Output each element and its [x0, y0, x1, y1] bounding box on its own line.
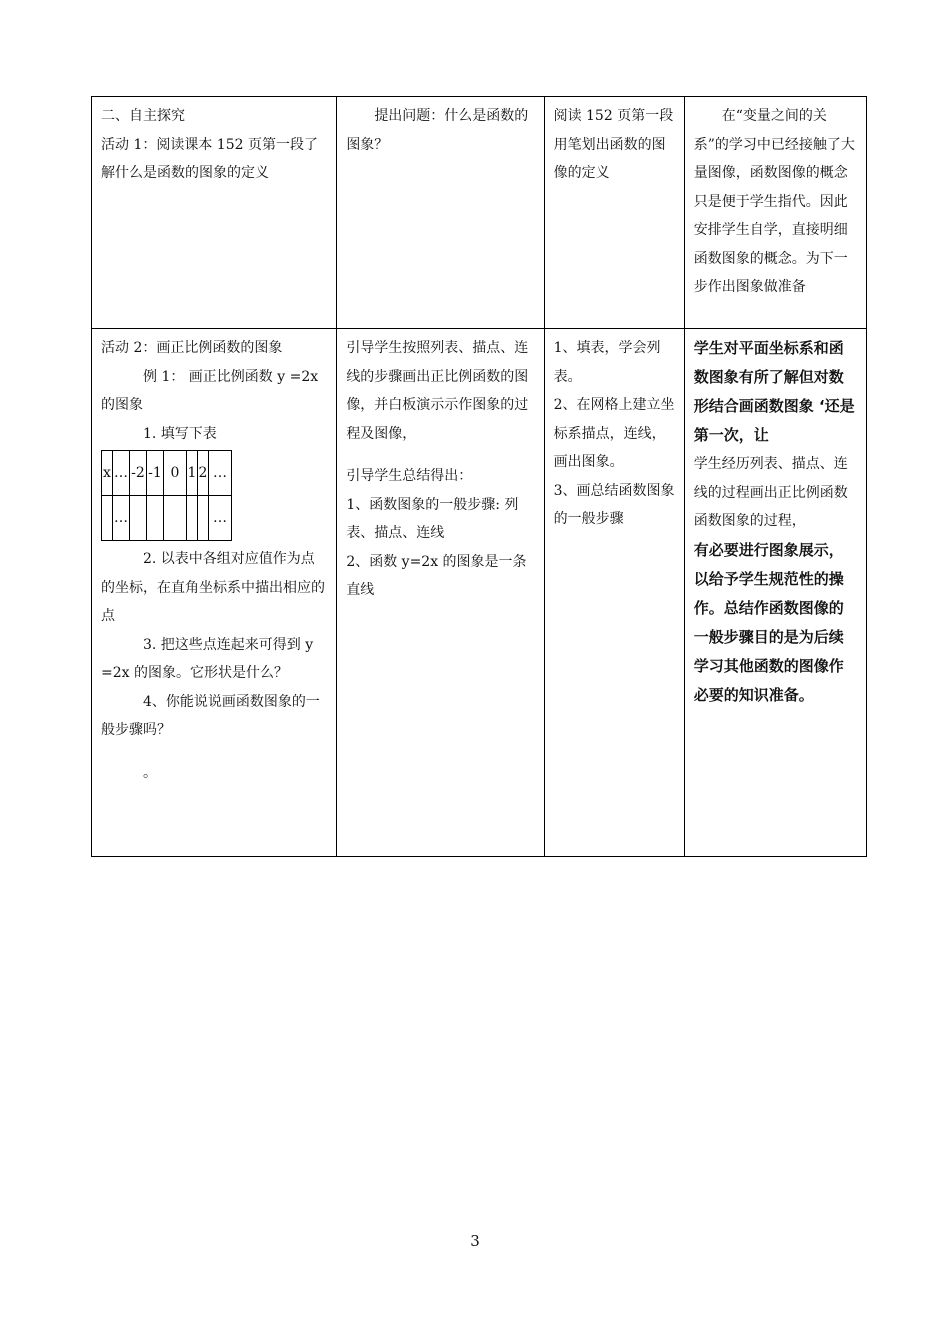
cell-student-2: [544, 329, 684, 857]
design-intent-2c: 有必要进行图象展示，以给予学生规范性的操作。总结作函数图像的一般步骤目的是为后续学习其他函数的图像作必要的知识准备。: [693, 540, 844, 704]
value-table-row-x: [102, 451, 232, 496]
student-task-2a: 1、填表，学会列表。: [553, 340, 661, 385]
cell-intent-1: [684, 97, 866, 329]
value-cell: 0: [164, 451, 187, 496]
cell-teacher-2: [337, 329, 544, 857]
step-1: 1. 填写下表: [143, 425, 217, 442]
table-row: [92, 329, 867, 857]
design-intent-2b: 学生经历列表、描点、连线的过程画出正比例函数函数图象的过程，: [693, 456, 848, 529]
step-4: 4、你能说说画函数图象的一般步骤吗？: [101, 693, 320, 738]
lesson-plan-table: [91, 96, 867, 857]
activity-1-text: 活动 1：阅读课本 152 页第一段了解什么是函数的图象的定义: [101, 136, 318, 181]
design-intent-2a: 学生对平面坐标系和函数图象有所了解但对数形结合画函数图象 ‘还是第一次，让: [693, 339, 855, 444]
cell-student-1: [544, 97, 684, 329]
cell-activity-1: [92, 97, 337, 329]
value-cell: …: [113, 496, 130, 541]
value-table-row-y: [102, 496, 232, 541]
cell-teacher-1: [337, 97, 544, 329]
value-cell: [164, 496, 187, 541]
value-cell: [187, 496, 198, 541]
value-cell: -1: [147, 451, 164, 496]
teacher-question: 提出问题：什么是函数的图象？: [346, 108, 529, 153]
value-cell: [130, 496, 147, 541]
table-row: [92, 97, 867, 329]
value-cell: …: [209, 496, 232, 541]
value-cell: [198, 496, 209, 541]
cell-activity-2: [92, 329, 337, 857]
teacher-guide-2: 引导学生总结得出：: [346, 468, 473, 484]
activity-2-title: 活动 2：画正比例函数的图象: [101, 340, 283, 356]
value-cell: x: [102, 451, 113, 496]
section-heading: 二、自主探究: [101, 108, 185, 124]
student-task-2c: 3、画总结函数图象的一般步骤: [553, 482, 675, 527]
teacher-guide-1: 引导学生按照列表、描点、连线的步骤画出正比例函数的图像，并白板演示示作图象的过程及图像，: [346, 340, 529, 442]
step-2: 2. 以表中各组对应值作为点的坐标，在直角坐标系中描出相应的点: [101, 551, 325, 624]
teacher-guide-3: 1、函数图象的一般步骤: 列表、描点、连线: [346, 496, 519, 541]
value-table: [101, 450, 232, 541]
value-cell: …: [209, 451, 232, 496]
page-number: 3: [470, 1232, 480, 1250]
value-cell: [102, 496, 113, 541]
teacher-guide-4: 2、函数 y=2x 的图象是一条直线: [346, 553, 527, 598]
student-task-1: 阅读 152 页第一段用笔划出函数的图像的定义: [553, 108, 674, 181]
example-1: 例 1： 画正比例函数 y =2x 的图象: [101, 368, 319, 413]
student-task-2b: 2、在网格上建立坐标系描点，连线，画出图象。: [553, 397, 675, 470]
value-cell: 1: [187, 451, 198, 496]
end-mark: 。: [143, 764, 157, 781]
value-cell: 2: [198, 451, 209, 496]
value-cell: …: [113, 451, 130, 496]
value-cell: [147, 496, 164, 541]
step-3: 3. 把这些点连起来可得到 y =2x 的图象。它形状是什么？: [101, 636, 314, 681]
design-intent-1: 在“变量之间的关系”的学习中已经接触了大量图像，函数图像的概念只是便于学生指代。因此安排学生自学，直接明细函数图象的概念。为下一步作出图象做准备: [693, 108, 855, 295]
cell-intent-2: [684, 329, 866, 857]
value-cell: -2: [130, 451, 147, 496]
